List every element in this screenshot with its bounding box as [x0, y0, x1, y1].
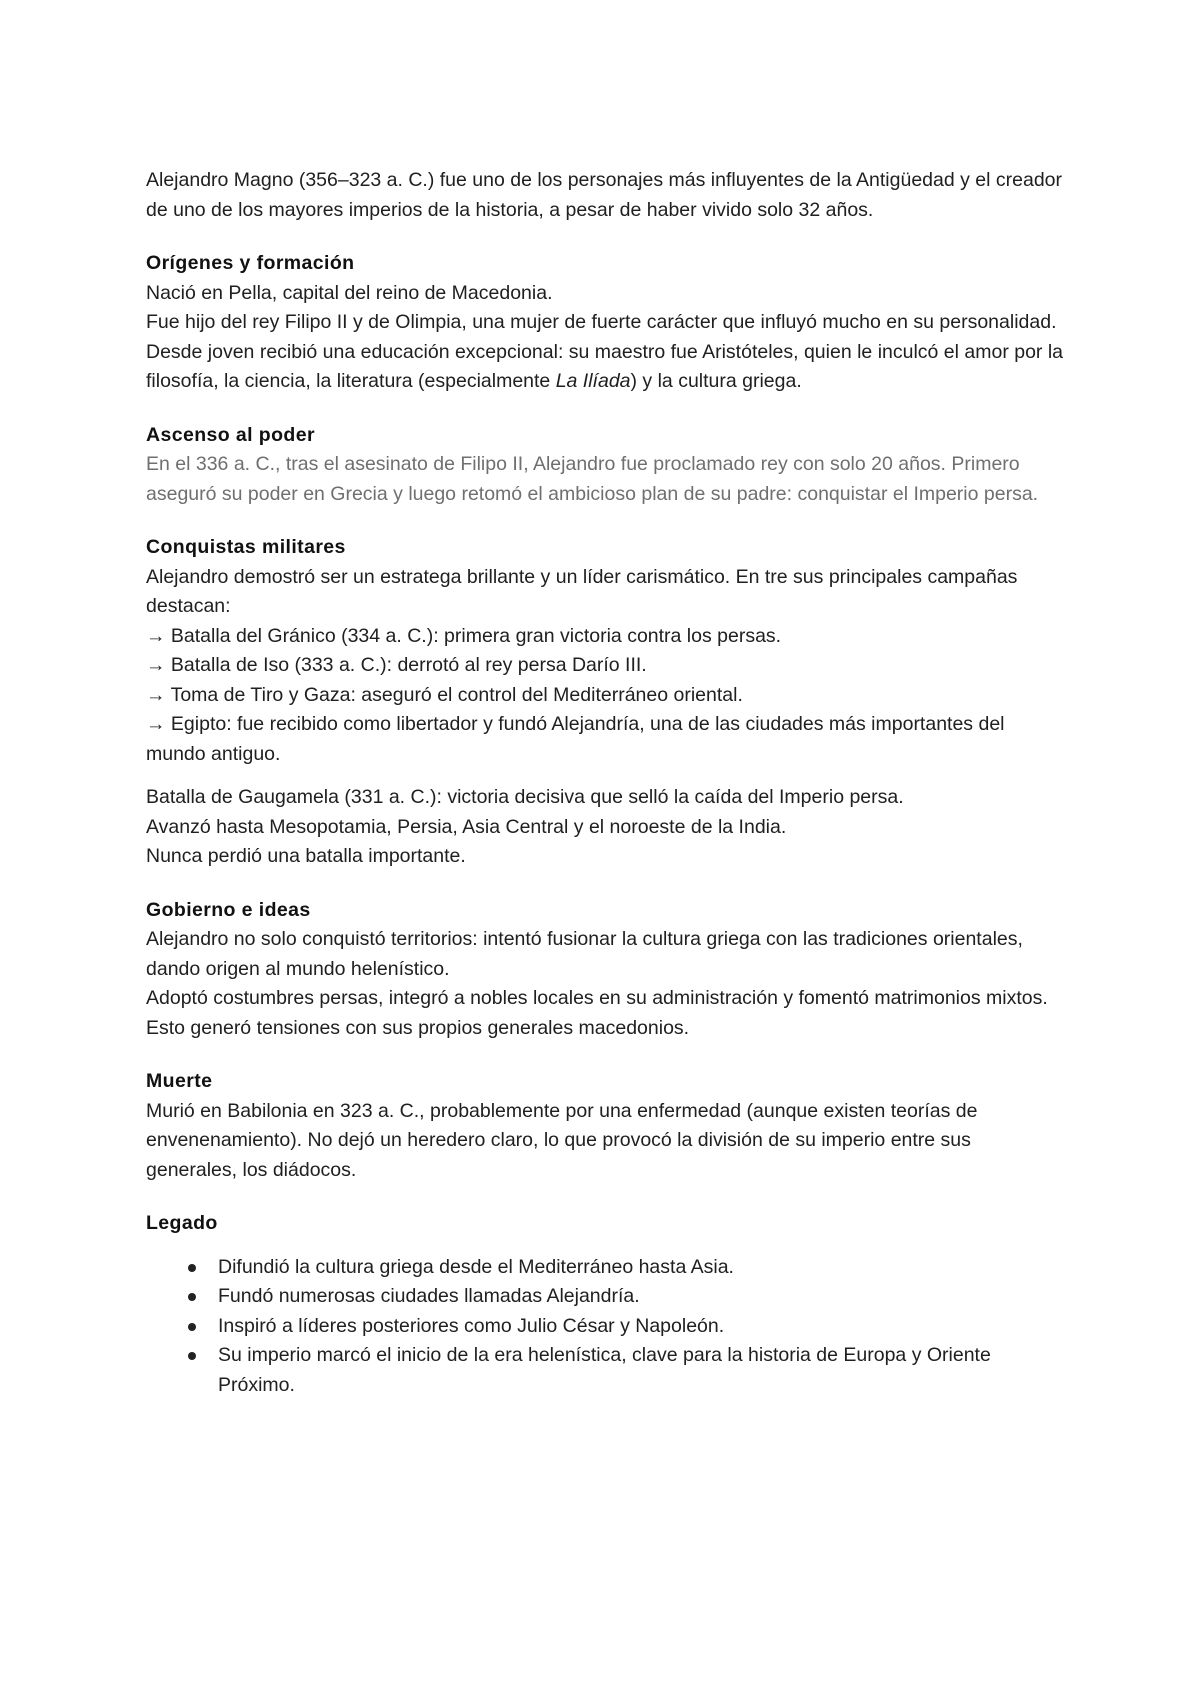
nunca-line: Nunca perdió una batalla importante.: [146, 845, 466, 867]
origenes-heading: Orígenes y formación: [146, 252, 355, 274]
conquista-item-egipto: → Egipto: fue recibido como libertador y fundó Alejandría, una de las ciudades más importantes del mundo antiguo.: [146, 713, 1005, 765]
gobierno-heading: Gobierno e ideas: [146, 898, 311, 921]
gobierno-paragraph-2: Adoptó costumbres persas, integró a nobles locales en su administración y fomentó matrimonios mixtos. Esto generó tensiones con sus propios generales macedonios.: [146, 987, 1048, 1039]
list-item: Difundió la cultura griega desde el Mediterráneo hasta Asia.: [218, 1253, 1066, 1283]
bullet-icon: [188, 1323, 196, 1331]
origenes-text-after: ) y la cultura griega.: [630, 370, 802, 392]
ascenso-paragraph: En el 336 a. C., tras el asesinato de Filipo II, Alejandro fue proclamado rey con solo 20 años. Primero aseguró su poder en Grecia y luego retomó el ambicioso plan de su padre: conquistar el Imperio persa.: [146, 453, 1039, 505]
gaugamela-line: Batalla de Gaugamela (331 a. C.): victoria decisiva que selló la caída del Imperio persa.: [146, 786, 904, 808]
intro-paragraph: Alejandro Magno (356–323 a. C.) fue uno de los personajes más influyentes de la Antigüedad y el creador de uno de los mayores imperios de la historia, a pesar de haber vivido solo 32 años.: [146, 169, 1063, 221]
conquistas-heading: Conquistas militares: [146, 536, 346, 558]
muerte-paragraph: Murió en Babilonia en 323 a. C., probablemente por una enfermedad (aunque existen teorías de envenenamiento). No dejó un heredero claro, lo que provocó la división de su imperio entre sus generales, los diádocos.: [146, 1099, 978, 1181]
legado-list: [146, 1253, 1066, 1401]
conquista-item-granico: → Batalla del Gránico (334 a. C.): primera gran victoria contra los persas.: [146, 624, 782, 647]
avance-line: Avanzó hasta Mesopotamia, Persia, Asia Central y el noroeste de la India.: [146, 815, 787, 838]
origenes-paragraph: [146, 308, 1066, 397]
bullet-icon: [188, 1293, 196, 1301]
legado-heading: Legado: [146, 1212, 218, 1234]
list-item: Su imperio marcó el inicio de la era helenística, clave para la historia de Europa y Oriente Próximo.: [218, 1341, 1066, 1400]
conquista-item-tiro-gaza: → Toma de Tiro y Gaza: aseguró el control del Mediterráneo oriental.: [146, 683, 743, 706]
bullet-icon: [188, 1352, 196, 1360]
conquista-item-iso: → Batalla de Iso (333 a. C.): derrotó al rey persa Darío III.: [146, 654, 647, 676]
ascenso-heading: Ascenso al poder: [146, 423, 315, 446]
list-item: Fundó numerosas ciudades llamadas Alejandría.: [218, 1282, 1066, 1312]
muerte-heading: Muerte: [146, 1070, 213, 1092]
origenes-text-before: Fue hijo del rey Filipo II y de Olimpia, una mujer de fuerte carácter que influyó mucho en su personalidad. Desde joven recibió una educación excepcional: su maestro fue Aristóteles, quien le inculcó el amor por la filosofía, la ciencia, la literatura (especialmente: [146, 311, 1064, 392]
gobierno-paragraph-1: Alejandro no solo conquistó territorios: intentó fusionar la cultura griega con las tradiciones orientales, dando origen al mundo helenístico.: [146, 928, 1023, 980]
conquistas-intro: Alejandro demostró ser un estratega brillante y un líder carismático. En tre sus principales campañas destacan:: [146, 565, 1018, 617]
document-page: [146, 166, 1066, 1400]
origenes-line1: Nació en Pella, capital del reino de Macedonia.: [146, 281, 553, 304]
list-item: Inspiró a líderes posteriores como Julio César y Napoleón.: [218, 1312, 1066, 1342]
iliada-title: La Ilíada: [555, 370, 631, 392]
bullet-icon: [188, 1264, 196, 1272]
